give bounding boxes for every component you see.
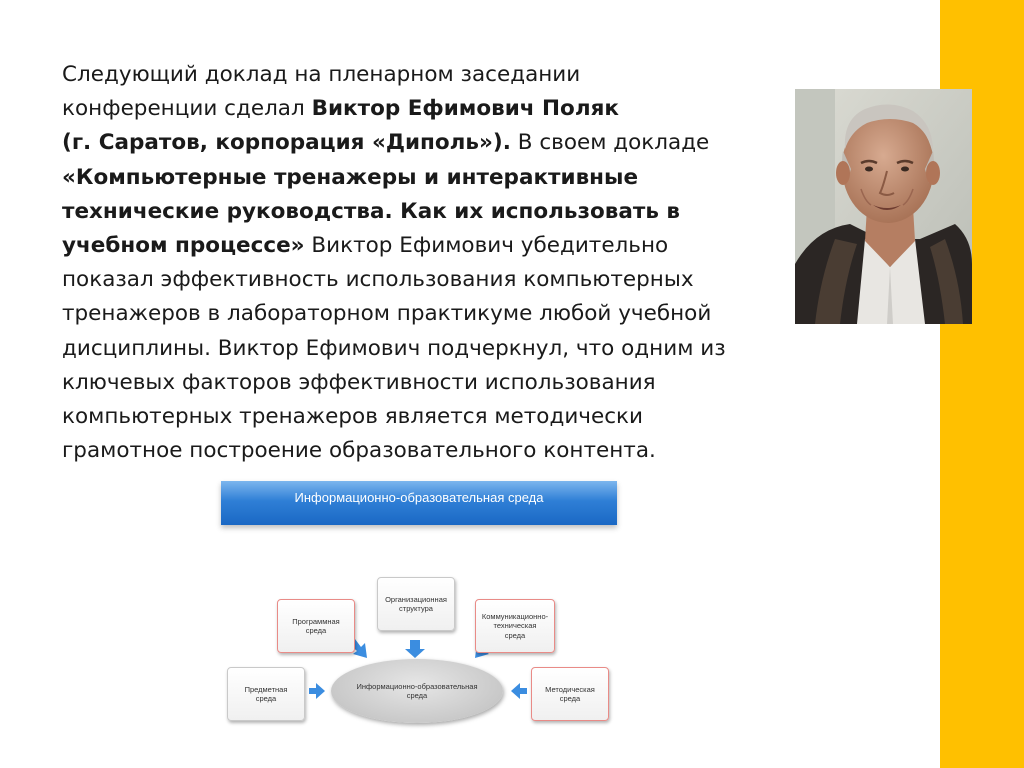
report-title-end: учебном процессе» (62, 233, 305, 259)
node-program-environment: Программная среда (277, 599, 355, 653)
report-title-line: технические руководства. Как их использовать в (62, 198, 680, 224)
text-line: учебном процессе» Виктор Ефимович убедительно (62, 233, 669, 259)
node-methodical-environment: Методическая среда (531, 667, 609, 721)
arrow-down (405, 640, 425, 658)
text-line: ключевых факторов эффективности использования (62, 369, 656, 395)
text-line: тренажеров в лабораторном практикуме любой учебной (62, 301, 712, 327)
node-organizational-structure: Организационная структура (377, 577, 455, 631)
speaker-photo (795, 89, 972, 324)
text-line: показал эффективность использования компьютерных (62, 267, 694, 293)
speaker-name: Виктор Ефимович Поляк (311, 96, 619, 122)
text-line: грамотное построение образовательного контента. (62, 438, 656, 464)
node-communication-technical-environment: Коммуникационно- техническая среда (475, 599, 555, 653)
portrait-image (795, 89, 972, 324)
text-line: дисциплины. Виктор Ефимович подчеркнул, что одним из (62, 335, 726, 361)
text-line: компьютерных тренажеров является методически (62, 404, 644, 430)
text-line: конференции сделал Виктор Ефимович Поляк (62, 96, 619, 122)
speaker-affiliation: (г. Саратов, корпорация «Диполь»). (62, 130, 511, 156)
report-title-line: «Компьютерные тренажеры и интерактивные (62, 164, 639, 190)
node-subject-environment: Предметная среда (227, 667, 305, 721)
arrow-right (309, 683, 325, 699)
education-environment-diagram (221, 481, 617, 731)
arrow-left (511, 683, 527, 699)
text-line: Следующий доклад на пленарном заседании (62, 62, 581, 87)
node-central-environment: Информационно-образовательная среда (331, 659, 503, 723)
text-line: (г. Саратов, корпорация «Диполь»). В своем докладе (62, 130, 710, 156)
diagram-title: Информационно-образовательная среда (294, 490, 544, 505)
report-paragraph (62, 58, 782, 468)
